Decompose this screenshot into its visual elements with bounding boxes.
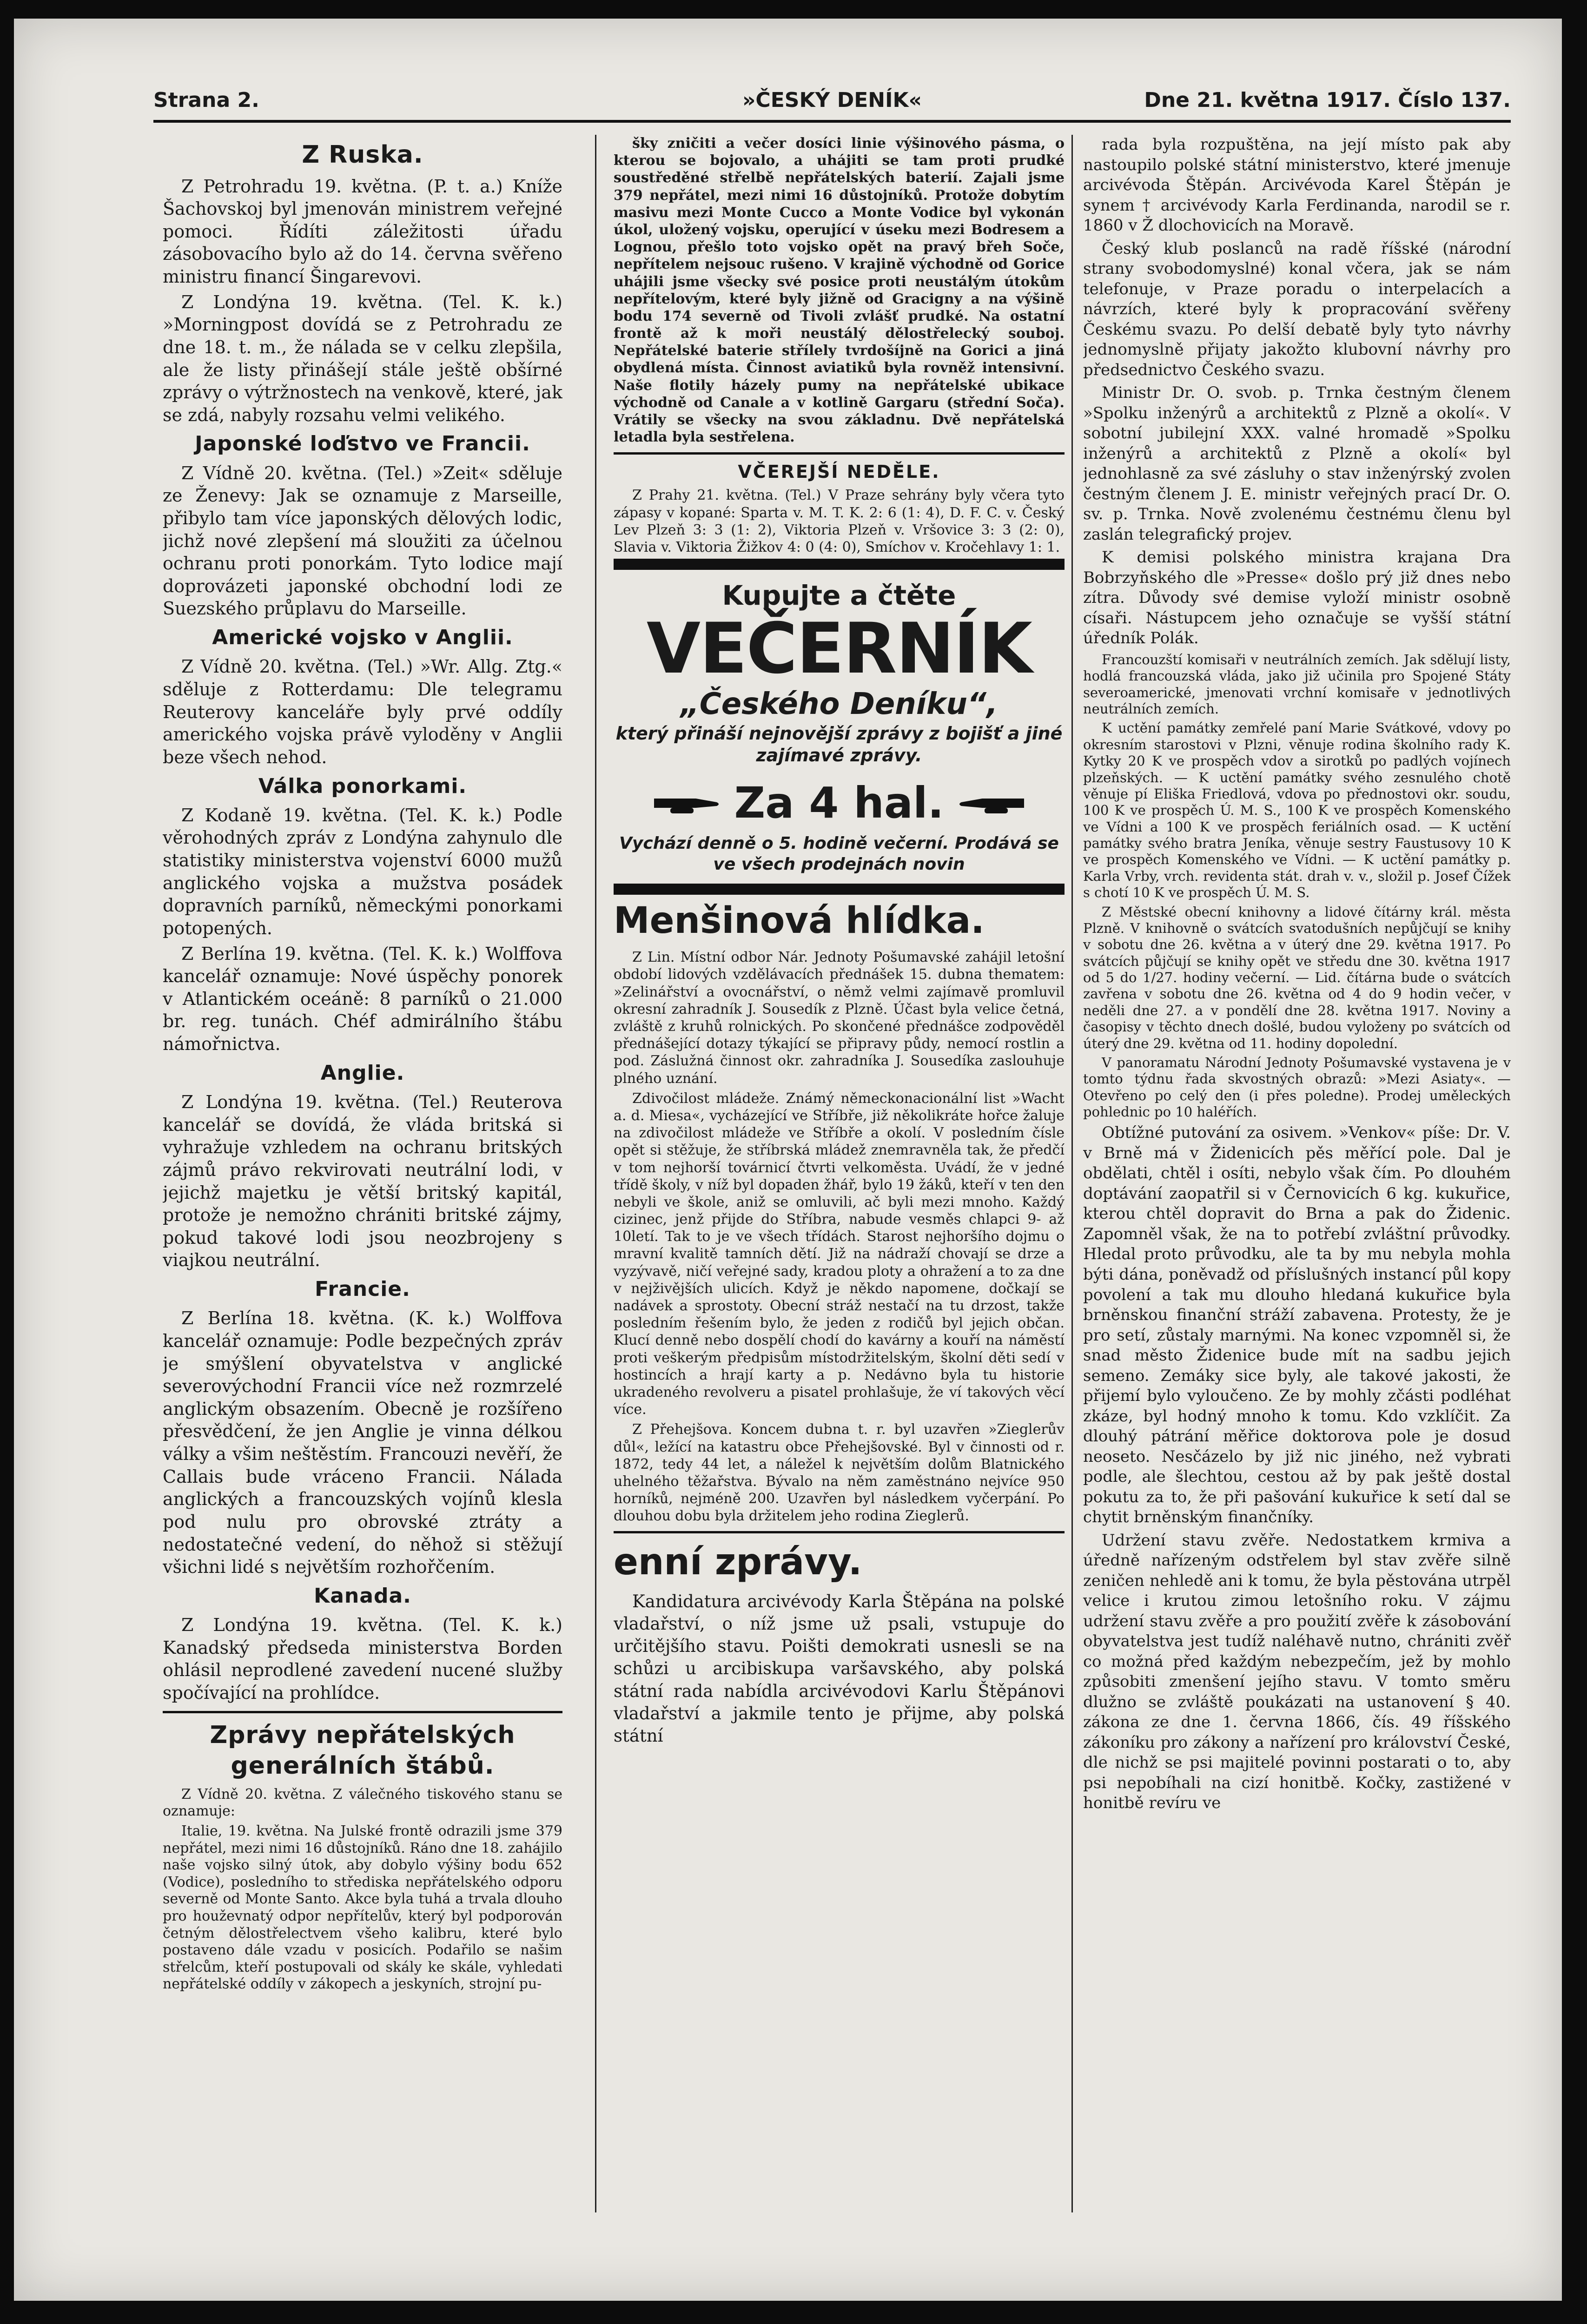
section-rule bbox=[163, 1711, 562, 1713]
article-paragraph: šky zničiti a večer dosíci linie výšinového pásma, o kterou se bojovalo, a uhájiti se tam proti prudké soustředěné střelbě nepřátelských baterií. Zajali jsme 379 nepřátel, mezi nimi 16 důstojníků. Protože dobytím masivu mezi Monte Cucco a Monte Vodice byl vykonán úkol, uložený vojsku, operující v úseku mezi Bodresem a Lognou, přešlo toto vojsko opět na pravý břeh Soče, nepřítelem nejsouc rušeno. V krajině východně od Gorice uhájili jsme všecky své posice proti neustálým útokům nepřítelovým, které byly jižně od Gracigny a na výšině bodu 174 severně od Tivoli zvlášť prudké. Na ostatní frontě až k moři neustálý dělostřelecký souboj. Nepřátelské baterie střílely tvrdošíjně na Gorici a jiná obydlená místa. Činnost aviatiků byla rovněž intensivní. Naše flotily házely pumy na nepřátelské ubikace východně od Canale a v kotlině Gargaru (střední Soča). Vrátily se všecky na svou základnu. Dvě nepřátelská letadla byla sestřelena. bbox=[614, 135, 1065, 446]
ad-price-row bbox=[614, 777, 1065, 830]
vecernik-advertisement bbox=[614, 559, 1065, 894]
ad-title: VEČERNÍK bbox=[646, 608, 1032, 690]
column-1 bbox=[163, 135, 562, 2217]
headline-francie: Francie. bbox=[315, 1277, 410, 1301]
article-paragraph: Český klub poslanců na radě říšské (národní strany svobodomyslné) konal včera, jak se nám telefonuje, v Praze poradu o interpelacích a návrzích, které byly k propracování svěřeny Českému svazu. Po delší debatě byly tyto návrhy jednomyslně přijaty jakožto klubovní návrhy pro předsednictvo Českého svazu. bbox=[1083, 239, 1511, 379]
headline-zpravy: Zprávy nepřátelských generálních štábů. bbox=[210, 1721, 516, 1780]
article-paragraph: Z Lin. Místní odbor Nár. Jednoty Pošumavské zahájil letošní období lidových vzdělávacích přednášek 15. dubna thematem: »Zelinářství a ovocnářství, o němž velmi zajímavě promluvil okresní zahradník J. Sousedík z Plzně. Účast byla velice četná, zvláště z kruhů rolnických. Po skončené přednášce zodpověděl přednášející dotazy týkající se připravy půdy, nemocí rostlin a pod. Záslužná činnost okr. zahradníka J. Sousedíka zaslouhuje plného uznání. bbox=[614, 949, 1065, 1087]
article-paragraph: Zdivočilost mládeže. Známý německonacionální list »Wacht a. d. Miesa«, vycházející ve Stříbře, již několikráte hořce žaluje na zdivočilost mládeže ve Stříbře a okolí. V posledním čísle opět si stěžuje, že stříbrská mládež znemravněla tak, že předčí v tom nejhorší továrnicí čtvrti velkoměsta. Uvádí, že v jedné třídě školy, v níž byl dopaden žhář, bylo 19 žáků, kteří v ten den nebyli ve škole, aniž se omluvili, ač byli mezi mnoho. Každý cizinec, jenž přijde do Stříbra, nabude vesměs chlapci 9- až 10letí. Tak to je ve všech třídách. Starost nejhoršího dojmu o mravní kvalitě tamních dětí. Již na nádraží chovají se drze a vyzývavě, ničí veřejné sady, kradou ploty a ohražení a to za dne v nejživějších ulicích. Když je někdo napomene, dočkají se nadávek a sprostoty. Obecní stráž nestačí na tu drzost, takže posledním řešením bylo, že jeden z rodičů byl jejich občan. Klucí denně nebo dospělí chodí do kavárny a kouří na náměstí proti veškerým předpisům místodržitelským, školní děti sedí v hostincích a hrají karty a p. Nedávno byla tu historie ukradeného revolveru a pisatel prohlašuje, že ví takových věcí více. bbox=[614, 1090, 1065, 1418]
headline-anglie: Anglie. bbox=[320, 1061, 405, 1085]
ad-line-6: Vychází denně o 5. hodině večerní. Prodává se ve všech prodejnách novin bbox=[619, 834, 1059, 874]
pointing-hand-left-icon bbox=[957, 789, 1026, 817]
article-paragraph: Z Londýna 19. května. (Tel. K. k.) »Morningpost dovídá se z Petrohradu ze dne 18. t. m., že nálada se v celku zlepšila, ale že listy přinášejí stále ještě obšírné zprávy o výtržnostech na venkově, které, jak se zdá, nabyly rozsahu velmi velikého. bbox=[163, 291, 562, 425]
header-rule bbox=[153, 120, 1511, 123]
headline-denni: enní zprávy. bbox=[614, 1541, 862, 1584]
headline-valka: Válka ponorkami. bbox=[258, 774, 467, 798]
column-3 bbox=[1083, 135, 1511, 2217]
article-paragraph: Z Vídně 20. května. Z válečného tiskového stanu se oznamuje: bbox=[163, 1786, 562, 1820]
section-rule bbox=[614, 1531, 1065, 1533]
article-paragraph: Ministr Dr. O. svob. p. Trnka čestným členem »Spolku inženýrů a architektů z Plzně a okolí«. V sobotní jubilejní XXX. valné hromadě »Spolku inženýrů a architektů z Plzně a okolí« byl jednohlasně za své zásluhy o stav inženýrský zvolen čestným členem J. E. ministr veřejných prací Dr. O. sv. p. Trnka. Nově zvolenému čestnému členu byl zaslán telegrafický projev. bbox=[1083, 383, 1511, 544]
article-paragraph: Z Přehejšova. Koncem dubna t. r. byl uzavřen »Zieglerův důl«, ležící na katastru obce Přehejšovské. Byl v činnosti od r. 1872, tedy 44 let, a náležel k největším dolům Blatnického uhelného těžařstva. Bývalo na něm zaměstnáno nejvíce 950 horníků, nejméně 200. Uzavřen byl následkem vyčerpání. Po dlouhou dobu byla držitelem jeho rodina Zieglerů. bbox=[614, 1421, 1065, 1525]
article-paragraph: Francouzští komisaři v neutrálních zemích. Jak sdělují listy, hodlá francouzská vláda, jako již učinila pro Spojené Státy severoamerické, jmenovati vrchní komisaře v jednotlivých neutrálních zemích. bbox=[1083, 651, 1511, 717]
section-rule bbox=[614, 452, 1065, 455]
article-paragraph: Obtížné putování za osivem. »Venkov« píše: Dr. V. v Brně má v Židenicích pěs měřící pole. Dal je obdělati, chtěl i osíti, nebylo však čím. Po dlouhém doptávání zaopatřil si v Černovicích 6 kg. kukuřice, kterou chtěl dopravit do Brna a pak do Židenic. Zapomněl však, že na to potřebí zvláštní průvodky. Hledal proto průvodku, ale ta by mu nebyla mohla býti dána, poněvadž od příslušných instancí půl kopy povolení a tak mu dlouho hledaná kukuřice byla brněnskou finanční stráží zabavena. Protesty, že je pro setí, zůstaly marnými. Na konec vzpomněl si, že snad město Židenice bude mít na sadbu jejich semeno. Zemáky sice byly, ale takové jakosti, že přijemí bylo vyloučeno. Ze by mohly zčásti podléhat zkáze, byl hodný mnoho k tomu. Kdo vzklíčit. Za dlouhý pátrání měřice doktorova pole je dosud neoseto. Nesčázelo by již nic jiného, než vybrati podle, ale šlechtou, cestou až by pak ještě dostal pokutu za to, že při pašování kukuřice k setí dal se chytit brněnským finančníky. bbox=[1083, 1123, 1511, 1527]
headline-sport: VČEREJŠÍ NEDĚLE. bbox=[738, 462, 940, 482]
ad-price: Za 4 hal. bbox=[734, 778, 944, 828]
article-paragraph: Z Berlína 18. května. (K. k.) Wolffova kancelář oznamuje: Podle bezpečných zpráv je smýšlení obyvatelstva v anglické severovýchodní Francii více než rozmrzelé anglickým obsazením. Obecně je rozšířeno přesvědčení, že jen Anglie je vinna délkou války a všim neštěstím. Francouzi nevěří, že Callais bude vráceno Francii. Nálada anglických a francouzských vojínů klesla pod nulu pro obrovské ztráty a nedostatečné vedení, do něhož si stěžují všichni lidé s největším rozhořčením. bbox=[163, 1308, 562, 1578]
headline-kanada: Kanada. bbox=[314, 1584, 411, 1608]
article-paragraph: Z Berlína 19. května. (Tel. K. k.) Wolffova kancelář oznamuje: Nové úspěchy ponorek v Atlantickém oceáně: 8 parníků o 21.000 br. reg. tunách. Chéf admirálního štábu námořnictva. bbox=[163, 943, 562, 1055]
article-paragraph: Z Londýna 19. května. (Tel. K. k.) Kanadský předseda ministerstva Borden ohlásil neprodlené zavedení nucené služby spočívající na prohlídce. bbox=[163, 1615, 562, 1703]
ad-line-4: který přináší nejnovější zprávy z bojišť a jiné zajímavé zprávy. bbox=[615, 723, 1063, 766]
ad-line-1: Kupujte a čtěte bbox=[722, 580, 956, 612]
headline-ruska: Z Ruska. bbox=[302, 141, 423, 169]
article-paragraph: Kandidatura arcivévody Karla Štěpána na polské vladařství, o níž jsme už psali, vstupuje do určitějšího stavu. Poišti demokrati usnesli se na schůzi u arcibiskupa varšavského, aby polská státní rada nabídla arcivévodovi Karlu Štěpánovi vladařství a jakmile tento je přijme, aby polská státní bbox=[614, 1591, 1065, 1746]
article-paragraph: K demisi polského ministra krajana Dra Bobrzyňského dle »Presse« došlo prý již dnes nebo zítra. Důvody své demise vyloží ministr osobně císaři. Nástupcem jeho označuje se vyšší státní úředník Polák. bbox=[1083, 548, 1511, 648]
column-divider-2 bbox=[1071, 135, 1073, 2212]
pointing-hand-right-icon bbox=[652, 789, 721, 817]
article-paragraph: Z Vídně 20. května. (Tel.) »Zeit« sděluje ze Ženevy: Jak se oznamuje z Marseille, přibylo tam více japonských dělových lodic, jichž nové zlepšení má sloužiti za účelnou ochranu proti ponorkám. Tyto lodice mají doprovázeti japonské obchodní lodi ze Suezského průplavu do Marseille. bbox=[163, 462, 562, 619]
article-paragraph: Italie, 19. května. Na Julské frontě odrazili jsme 379 nepřátel, mezi nimi 16 důstojníků. Ráno dne 18. zahájilo naše vojsko silný útok, aby dobylo výšiny bodu 652 (Vodice), posledního to střediska nepřátelského odporu severně od Monte Santo. Akce byla tuhá a trvala dlouho pro houževnatý odpor nepřítelův, který byl podporován četným dělostřelectvem všeho kalibru, které bylo postaveno dále vzadu v posicích. Podařilo se našim střelcům, kteří postupovali od skály ke skále, vyhledati nepřátelské oddíly v zákopech a jeskyních, strojní pu- bbox=[163, 1822, 562, 1993]
headline-americke: Americké vojsko v Anglii. bbox=[212, 626, 513, 650]
article-paragraph: Z Městské obecní knihovny a lidové čítárny král. města Plzně. V knihovně o svátcích svatodušních nepůjčují se knihy v sobotu dne 26. května a v úterý dne 29. května 1917. Po svátcích půjčují se knihy opět ve středu dne 30. května 1917 od 5 do 1/27. hodiny večerní. — Lid. čítárna bude o svátcích zavřena v sobotu dne 26. května od 4 do 9 hodin večer, v neděli dne 27. a v pondělí dne 28. května 1917. Noviny a časopisy v těchto dnech došlé, budou vyloženy po svátcích od úterý dne 29. května od 11. hodiny dopolední. bbox=[1083, 904, 1511, 1051]
article-paragraph: Z Vídně 20. května. (Tel.) »Wr. Allg. Ztg.« sděluje z Rotterdamu: Dle telegramu Reuterovy kanceláře byly prvé oddíly amerického vojska právě vyloděny v Anglii beze všech nehod. bbox=[163, 656, 562, 767]
article-paragraph: Z Kodaně 19. května. (Tel. K. k.) Podle věrohodných zpráv z Londýna zahynulo dle statistiky ministerstva vojenství 6000 mužů anglického vojska a mužstva posádek dopravních parníků, německými ponorkami potopených. bbox=[163, 805, 562, 938]
column-2 bbox=[614, 135, 1065, 2217]
article-paragraph: Z Prahy 21. května. (Tel.) V Praze sehrány byly včera tyto zápasy v kopané: Sparta v. M. T. K. 2: 6 (1: 4), D. F. C. v. Český Lev Plzeň 3: 3 (1: 2), Viktoria Plzeň v. Vršovice 3: 3 (2: 0), Slavia v. Viktoria Žižkov 4: 0 (4: 0), Smíchov v. Kročehlavy 1: 1. bbox=[614, 487, 1065, 556]
article-paragraph: Z Petrohradu 19. května. (P. t. a.) Kníže Šachovskoj byl jmenován ministrem veřejné pomoci. Řídíti záležitosti úřadu zásobovacího bylo až do 14. června svěřeno ministru financí Šingarevovi. bbox=[163, 176, 562, 287]
page-number: Strana 2. bbox=[153, 88, 259, 112]
article-paragraph: rada byla rozpuštěna, na její místo pak aby nastoupilo polské státní ministerstvo, které jmenuje arcivévoda Štěpán. Arcivévoda Karel Štěpán je synem † arcivévody Karla Ferdinanda, narodil se r. 1860 v Ž dlochovicích na Moravě. bbox=[1083, 135, 1511, 235]
headline-mensinova: Menšinová hlídka. bbox=[614, 899, 985, 942]
article-paragraph: V panoramatu Národní Jednoty Pošumavské vystavena je v tomto týdnu řada skvostných obrazů: »Mezi Asiaty«. — Otevřeno po celý den (i přes poledne). Prodej uměleckých pohlednic po 10 haléřích. bbox=[1083, 1054, 1511, 1120]
headline-japonske: Japonské loďstvo ve Francii. bbox=[195, 432, 530, 456]
issue-date: Dne 21. května 1917. Číslo 137. bbox=[1144, 88, 1511, 112]
page-header bbox=[153, 88, 1511, 121]
article-paragraph: K uctění památky zemřelé paní Marie Svátkové, vdovy po okresním starostovi v Plzni, věnuje rodina školního rady K. Kytky 20 K ve prospěch vdov a sirotků po padlých vojínech plzeňských. — K uctění památky svého zesnulého chotě věnuje pí Eliška Friedlová, vdova po přednostovi okr. soudu, 100 K ve prospěch Ú. M. S., 100 K ve prospěch Komenského ve Vídni a 100 K ve prospěch feriálních osad. — K uctění památky svého bratra Jeníka, věnuje sestry Faustusovy 10 K ve prospěch Komenského ve Vídni. — K uctění památky p. Karla Vrby, vrch. revidenta stát. drah v. v., složil p. Josef Čížek s chotí 10 K ve prospěch Ú. M. S. bbox=[1083, 720, 1511, 901]
ad-subtitle: „Českého Deníku“, bbox=[680, 687, 998, 721]
article-paragraph: Z Londýna 19. května. (Tel.) Reuterova kancelář se dovídá, že vláda britská si vyhražuje vzhledem na ochranu britských zájmů právo rekvirovati neutrální lodi, v jejichž majetku je větší britský kapitál, protože je nemožno chrániti britské zájmy, pokud takové lodi jsou neozbrojeny s viajkou neutrální. bbox=[163, 1092, 562, 1271]
newspaper-title: »ČESKÝ DENÍK« bbox=[742, 88, 922, 112]
column-divider-1 bbox=[595, 135, 596, 2212]
article-paragraph: Udržení stavu zvěře. Nedostatkem krmiva a úředně nařízeným odstřelem byl stav zvěře silně zeničen nehledě ani k tomu, že byla pěstována utrpěl velice i krutou zimou letošního roku. V zájmu udržení stavu zvěře a pro použití zvěře k zásobování obyvatelstva jest tudíž naléhavě nutno, chrániti zvěř co možná před každým nebezpečím, jež by mohlo způsobiti zmenšení jejího stavu. V tomto směru dlužno se zvláště poukázati na ustanovení § 40. zákona ze dne 1. června 1866, čís. 49 říšského zákoníku pro zákony a nařízení pro království České, dle nichž se psi majitelé povinni postarati o to, aby psi nepobíhali na cizí honitbě. Kočky, zastižené v honitbě revíru ve bbox=[1083, 1531, 1511, 1813]
